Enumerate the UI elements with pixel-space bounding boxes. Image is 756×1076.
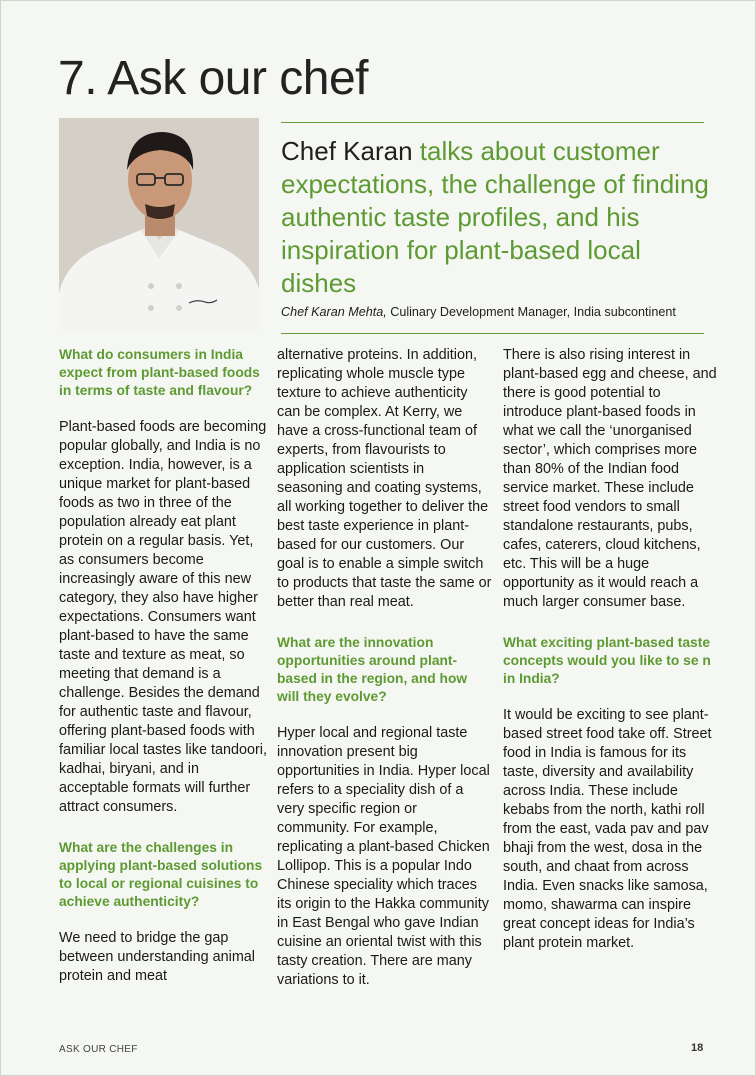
answer-paragraph: Hyper local and regional taste innovation present big opportunities in India. Hyper local refers to a speciality dish of a very specific region or community. For example, replicating a plant-based Chicken Lollipop. This is a popular Indo Chinese speciality which traces its origin to the Hakka community in East Bengal who gave Indian cuisine an oriental twist with this tasty creation. There are many variations to it. (277, 725, 490, 988)
page-title: 7. Ask our chef (58, 52, 369, 105)
question-heading: What are the challenges in applying plant-based solutions to local or regional cuisines to achieve authenticity? (59, 840, 263, 909)
column-1 (59, 346, 269, 986)
column-3 (503, 346, 718, 953)
top-divider (281, 122, 704, 123)
bottom-divider (281, 333, 704, 334)
answer-paragraph: alternative proteins. In addition, replicating whole muscle type texture to achieve authenticity can be complex. At Kerry, we have a cross-functional team of experts, from flavourists to application scientists in seasoning and coating systems, all working together to deliver the best taste experience in plant-based for our customers. Our goal is to enable a simple switch to products that taste the same or better than real meat. (277, 347, 492, 610)
question-heading: What are the innovation opportunities around plant-based in the region, and how will they evolve? (277, 635, 468, 704)
footer-section-label: ASK OUR CHEF (59, 1044, 138, 1055)
byline-name: Chef Karan Mehta, (281, 305, 387, 319)
answer-paragraph: Plant-based foods are becoming popular globally, and India is no exception. India, however, is a unique market for plant-based foods as two in three of the population already eat plant protein on a regular basis. Yet, as consumers become increasingly aware of this new category, they also have higher expectations. Consumers want plant-based to have the same taste and texture as meat, so meeting that demand is a challenge. Besides the demand for authentic taste and flavour, offering plant-based foods with familiar local tastes like tandoori, kadhai, biryani, and in acceptable formats will further attract consumers. (59, 419, 267, 815)
byline-role: Culinary Development Manager, India subcontinent (386, 305, 676, 319)
chef-photo (59, 118, 259, 331)
chef-portrait-image (59, 118, 259, 331)
answer-paragraph: We need to bridge the gap between understanding animal protein and meat (59, 930, 256, 984)
page-number: 18 (691, 1042, 704, 1054)
intro-text: talks about customer expectations, the challenge of finding authentic taste profiles, and his inspiration for plant-based local dishes (281, 136, 709, 298)
answer-paragraph: There is also rising interest in plant-based egg and cheese, and there is good potential to introduce plant-based foods in what we call the ‘unorganised sector’, which comprises more than 80% of the Indian food service market. These include street food vendors to small standalone restaurants, pubs, cafes, caterers, cloud kitchens, etc. This will be a huge opportunity as it would reach a much larger consumer base. (503, 347, 717, 610)
answer-paragraph: It would be exciting to see plant-based street food take off. Street food in India is famous for its taste, diversity and availability across India. These include kebabs from the north, kathi roll from the east, vada pav and pav bhaji from the west, dosa in the south, and chaat from across India. Even snacks like samosa, momo, shawarma can inspire great concept ideas for India’s plant protein market. (503, 707, 712, 951)
intro-headline (281, 135, 711, 300)
question-heading: What exciting plant-based taste concepts would you like to se n in India? (503, 635, 711, 686)
column-2 (277, 346, 492, 990)
question-heading: What do consumers in India expect from plant-based foods in terms of taste and flavour? (59, 347, 260, 398)
byline (281, 305, 676, 319)
chef-name: Chef Karan (281, 136, 413, 166)
